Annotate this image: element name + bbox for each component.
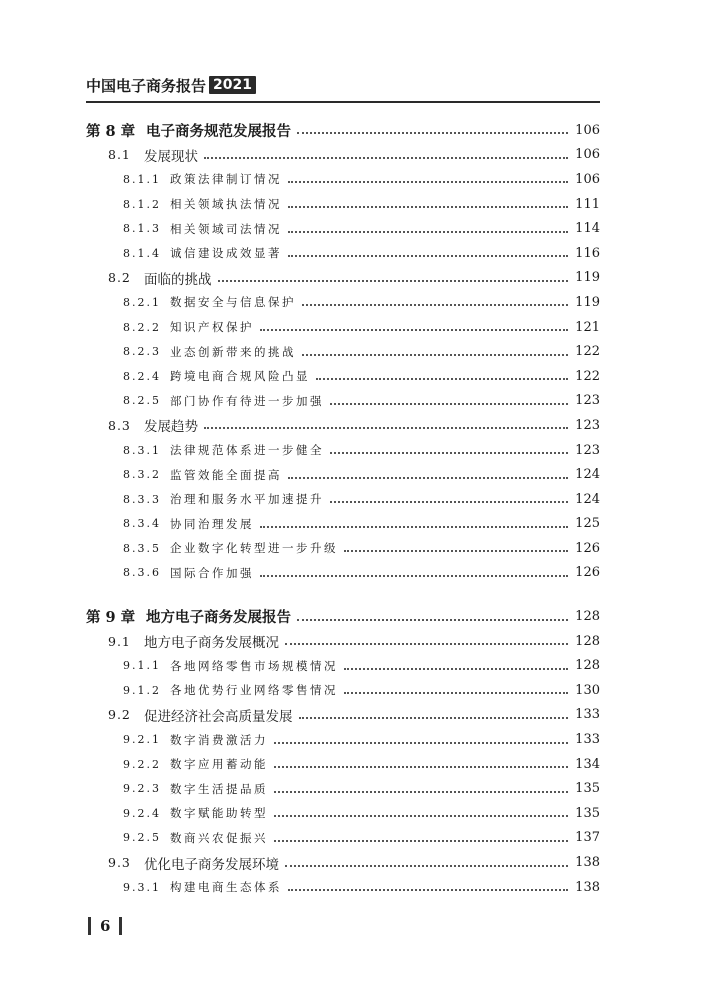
dot-leader — [274, 791, 568, 793]
toc-section-page: 138 — [575, 855, 600, 871]
toc-subsection-title: 各地网络零售市场规模情况 — [170, 658, 338, 673]
toc-subsection-title: 相关领域司法情况 — [170, 221, 282, 236]
toc-subsection-number: 8.1.1 — [123, 173, 170, 186]
toc-section-title: 优化电子商务发展环境 — [144, 853, 279, 873]
toc-subsection-number: 8.2.2 — [123, 321, 170, 334]
toc-subsection-number: 9.2.4 — [123, 807, 170, 820]
toc-subsection[interactable] — [86, 339, 600, 364]
dot-leader — [285, 643, 568, 645]
toc-subsection[interactable] — [86, 438, 600, 463]
toc-subsection[interactable] — [86, 315, 600, 340]
toc-subsection[interactable] — [86, 167, 600, 192]
toc-subsection-title: 部门协作有待进一步加强 — [170, 393, 324, 408]
dot-leader — [285, 865, 568, 867]
toc-subsection[interactable] — [86, 290, 600, 315]
toc-subsection-page: 124 — [575, 467, 600, 483]
dot-leader — [302, 354, 568, 356]
toc-subsection-title: 知识产权保护 — [170, 320, 254, 335]
toc-subsection[interactable] — [86, 826, 600, 851]
toc-subsection-number: 8.3.4 — [123, 517, 170, 530]
toc-subsection-title: 法律规范体系进一步健全 — [170, 443, 324, 458]
toc-chapter-page: 128 — [575, 609, 600, 625]
dot-leader — [288, 477, 568, 479]
toc-subsection-page: 126 — [575, 565, 600, 581]
toc-subsection-title: 数商兴农促振兴 — [170, 830, 268, 845]
toc-section-number: 8.1 — [108, 147, 144, 162]
toc-section-page: 128 — [575, 633, 600, 649]
toc-subsection-title: 数字消费激活力 — [170, 732, 268, 747]
running-head-title: 中国电子商务报告 — [86, 76, 207, 95]
toc-section[interactable] — [86, 143, 600, 168]
toc-subsection[interactable] — [86, 727, 600, 752]
toc-subsection-page: 134 — [575, 756, 600, 772]
toc-subsection[interactable] — [86, 752, 600, 777]
dot-leader — [302, 304, 568, 306]
toc-subsection[interactable] — [86, 512, 600, 537]
toc-chapter-number: 第 9 章 — [86, 606, 146, 627]
toc-subsection-page: 123 — [575, 393, 600, 409]
toc-subsection-number: 8.2.5 — [123, 394, 170, 407]
toc-subsection-title: 业态创新带来的挑战 — [170, 344, 296, 359]
dot-leader — [344, 668, 568, 670]
dot-leader — [204, 157, 568, 159]
toc-section-title: 发展现状 — [144, 145, 198, 165]
toc-section-page: 133 — [575, 707, 600, 723]
toc-chapter-number: 第 8 章 — [86, 120, 146, 141]
toc-subsection-title: 国际合作加强 — [170, 565, 254, 580]
toc-subsection-number: 8.1.3 — [123, 222, 170, 235]
toc-subsection-title: 跨境电商合规风险凸显 — [170, 369, 310, 384]
toc-subsection-page: 122 — [575, 344, 600, 360]
dot-leader — [297, 619, 568, 621]
toc-section[interactable] — [86, 266, 600, 291]
toc-section-number: 8.2 — [108, 270, 144, 285]
toc-subsection-number: 8.2.4 — [123, 370, 170, 383]
toc-subsection-page: 121 — [575, 319, 600, 335]
toc-subsection-page: 128 — [575, 658, 600, 674]
footer-bar-left — [88, 917, 91, 935]
toc-section[interactable] — [86, 703, 600, 728]
toc-subsection-number: 8.3.6 — [123, 566, 170, 579]
toc-section[interactable] — [86, 413, 600, 438]
dot-leader — [330, 403, 568, 405]
dot-leader — [218, 280, 569, 282]
toc-subsection-page: 135 — [575, 781, 600, 797]
toc-section-title: 地方电子商务发展概况 — [144, 631, 279, 651]
table-of-contents — [86, 118, 600, 899]
dot-leader — [330, 501, 568, 503]
toc-subsection[interactable] — [86, 364, 600, 389]
toc-subsection-number: 8.1.2 — [123, 198, 170, 211]
dot-leader — [288, 255, 568, 257]
toc-subsection-page: 111 — [575, 196, 600, 212]
page-footer — [88, 915, 122, 937]
toc-subsection-title: 数据安全与信息保护 — [170, 295, 296, 310]
toc-subsection[interactable] — [86, 241, 600, 266]
toc-subsection-number: 9.2.2 — [123, 758, 170, 771]
toc-subsection-number: 9.2.5 — [123, 831, 170, 844]
toc-subsection-page: 126 — [575, 540, 600, 556]
running-head-year-badge: 2021 — [209, 76, 256, 94]
dot-leader — [288, 889, 568, 891]
toc-subsection[interactable] — [86, 801, 600, 826]
toc-subsection-page: 119 — [575, 294, 600, 310]
toc-subsection-title: 各地优势行业网络零售情况 — [170, 683, 338, 698]
toc-subsection-title: 企业数字化转型进一步升级 — [170, 541, 338, 556]
page-number: 6 — [100, 917, 111, 935]
toc-section[interactable] — [86, 850, 600, 875]
toc-subsection-title: 诚信建设成效显著 — [170, 246, 282, 261]
toc-subsection-page: 116 — [575, 245, 600, 261]
toc-section-title: 面临的挑战 — [144, 268, 212, 288]
toc-section-page: 123 — [575, 417, 600, 433]
dot-leader — [204, 427, 568, 429]
toc-section-title: 促进经济社会高质量发展 — [144, 705, 293, 725]
toc-chapter[interactable] — [86, 118, 600, 143]
dot-leader — [260, 526, 568, 528]
toc-section-title: 发展趋势 — [144, 415, 198, 435]
dot-leader — [274, 766, 568, 768]
toc-subsection[interactable] — [86, 653, 600, 678]
dot-leader — [288, 206, 568, 208]
toc-section-number: 9.1 — [108, 634, 144, 649]
toc-section-number: 9.3 — [108, 855, 144, 870]
toc-subsection[interactable] — [86, 216, 600, 241]
toc-section[interactable] — [86, 629, 600, 654]
toc-subsection-number: 8.3.1 — [123, 444, 170, 457]
toc-subsection[interactable] — [86, 192, 600, 217]
toc-subsection-number: 8.3.5 — [123, 542, 170, 555]
dot-leader — [288, 181, 568, 183]
toc-section-page: 106 — [575, 147, 600, 163]
toc-subsection-number: 9.1.1 — [123, 659, 170, 672]
toc-subsection-title: 相关领域执法情况 — [170, 197, 282, 212]
dot-leader — [274, 742, 568, 744]
header-rule — [86, 101, 600, 103]
toc-subsection-number: 9.2.3 — [123, 782, 170, 795]
chapter-spacer — [86, 585, 600, 604]
toc-subsection[interactable] — [86, 561, 600, 586]
toc-subsection-page: 114 — [575, 221, 600, 237]
toc-subsection[interactable] — [86, 536, 600, 561]
toc-subsection-title: 数字生活提品质 — [170, 781, 268, 796]
toc-section-number: 8.3 — [108, 418, 144, 433]
toc-subsection[interactable] — [86, 487, 600, 512]
toc-subsection-number: 8.1.4 — [123, 247, 170, 260]
toc-subsection-number: 8.2.3 — [123, 345, 170, 358]
toc-subsection-page: 133 — [575, 732, 600, 748]
dot-leader — [344, 550, 568, 552]
toc-subsection-page: 135 — [575, 805, 600, 821]
toc-subsection[interactable] — [86, 678, 600, 703]
dot-leader — [344, 692, 568, 694]
toc-subsection-page: 130 — [575, 682, 600, 698]
toc-subsection-page: 137 — [575, 830, 600, 846]
toc-chapter[interactable] — [86, 604, 600, 629]
toc-subsection-title: 政策法律制订情况 — [170, 172, 282, 187]
toc-subsection[interactable] — [86, 875, 600, 900]
dot-leader — [316, 378, 568, 380]
toc-section-number: 9.2 — [108, 707, 144, 722]
dot-leader — [299, 717, 569, 719]
toc-subsection-number: 9.2.1 — [123, 733, 170, 746]
toc-subsection-title: 治理和服务水平加速提升 — [170, 492, 324, 507]
dot-leader — [260, 575, 568, 577]
toc-subsection-title: 构建电商生态体系 — [170, 880, 282, 895]
toc-subsection-page: 138 — [575, 879, 600, 895]
toc-subsection-page: 125 — [575, 516, 600, 532]
toc-subsection-title: 监管效能全面提高 — [170, 467, 282, 482]
toc-subsection-title: 数字应用蓄动能 — [170, 757, 268, 772]
footer-bar-right — [119, 917, 122, 935]
toc-subsection-number: 8.3.3 — [123, 493, 170, 506]
dot-leader — [297, 132, 568, 134]
toc-subsection-number: 8.3.2 — [123, 468, 170, 481]
dot-leader — [274, 815, 568, 817]
toc-subsection-number: 8.2.1 — [123, 296, 170, 309]
toc-subsection[interactable] — [86, 389, 600, 414]
toc-chapter-page: 106 — [575, 122, 600, 138]
toc-subsection[interactable] — [86, 776, 600, 801]
toc-subsection-page: 122 — [575, 368, 600, 384]
running-head — [86, 75, 256, 95]
toc-subsection-page: 124 — [575, 491, 600, 507]
dot-leader — [330, 452, 568, 454]
toc-subsection-number: 9.1.2 — [123, 684, 170, 697]
toc-chapter-title: 电子商务规范发展报告 — [146, 120, 291, 141]
toc-subsection-page: 106 — [575, 171, 600, 187]
toc-subsection-title: 数字赋能助转型 — [170, 806, 268, 821]
dot-leader — [274, 840, 568, 842]
toc-subsection-number: 9.3.1 — [123, 881, 170, 894]
toc-section-page: 119 — [575, 270, 600, 286]
toc-subsection-page: 123 — [575, 442, 600, 458]
toc-subsection-title: 协同治理发展 — [170, 516, 254, 531]
toc-subsection[interactable] — [86, 462, 600, 487]
dot-leader — [288, 231, 568, 233]
dot-leader — [260, 329, 568, 331]
toc-chapter-title: 地方电子商务发展报告 — [146, 606, 291, 627]
